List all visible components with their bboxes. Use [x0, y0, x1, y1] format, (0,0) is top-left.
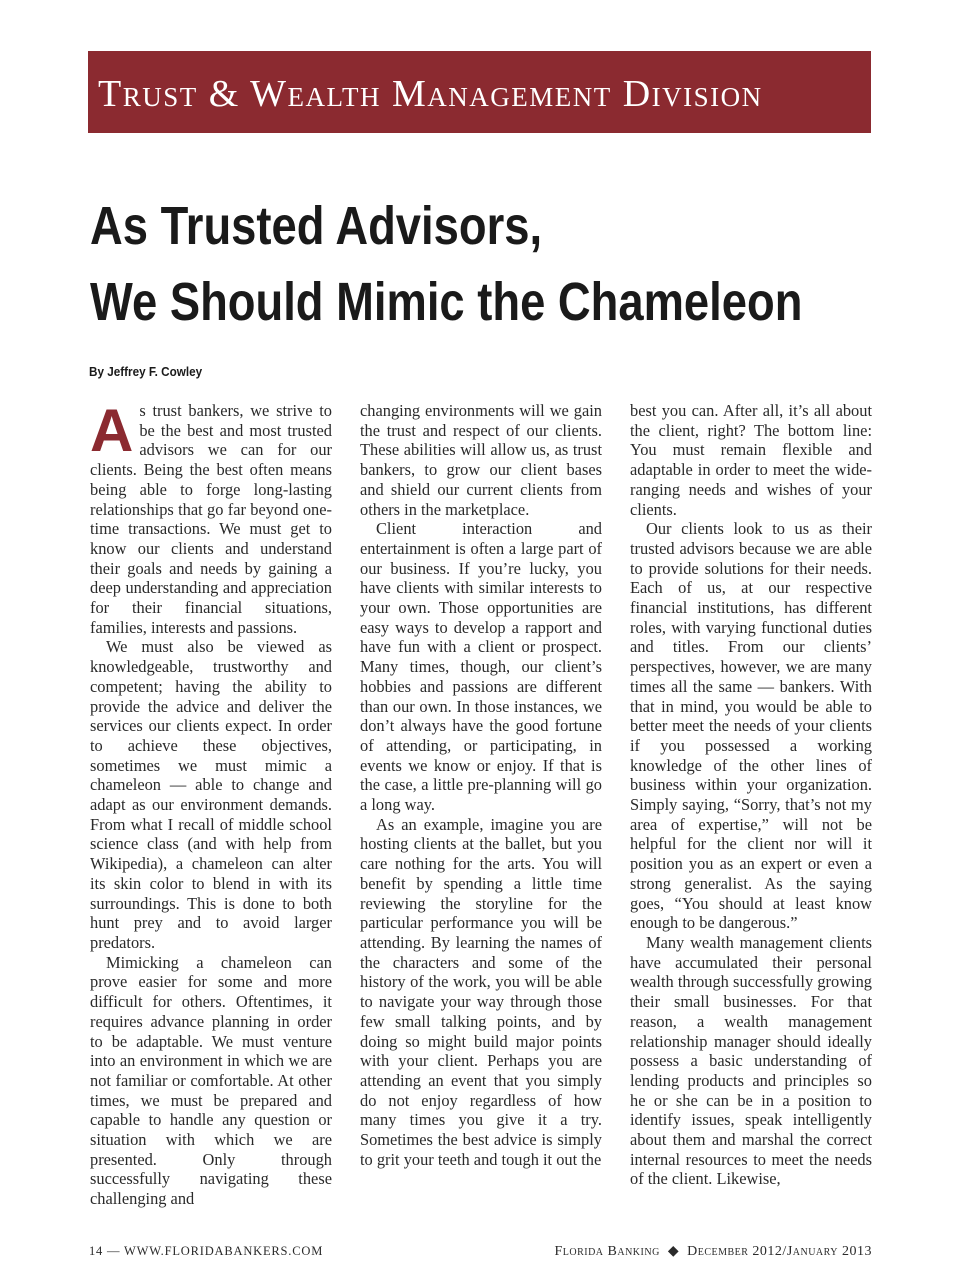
headline-line-1: As Trusted Advisors,	[90, 196, 543, 256]
paragraph: Client interaction and entertainment is often a large part of our business. If you’re lucky, you have clients with similar interests to your own. Those opportunities are easy ways to develop a rapport and have fun with a client or prospect. Many times, though, our client’s hobbies and passions are different than our own. In those instances, we don’t always have the good fortune of attending, or participating, in events we know or enjoy. If that is the case, a little pre-planning will go a long way.	[360, 519, 602, 815]
article-column-1	[90, 401, 332, 1233]
paragraph-text: s trust bankers, we strive to be the best and most trusted advisors we can for our clients. Being the best often means being able to forge long-lasting relationships that go far beyond one-time transactions. We must get to know our clients and understand their goals and needs by gaining a deep understanding and appreciation for their financial situations, families, interests and passions.	[90, 401, 332, 637]
diamond-icon: ◆	[667, 1244, 680, 1259]
footer-page-url: 14 — WWW.FLORIDABANKERS.COM	[89, 1244, 324, 1258]
article-column-2	[360, 401, 602, 1233]
paragraph: Mimicking a chameleon can prove easier for some and more difficult for others. Oftentimes, it requires advance planning in order to be adaptable. We must venture into an environment in which we are not familiar or comfortable. At other times, we must be prepared and capable to handle any question or situation with which we are presented. Only through successfully navigating these challenging and	[90, 952, 332, 1209]
paragraph: Our clients look to us as their trusted advisors because we are able to provide solutions for their needs. Each of us, at our respective financial institutions, has different roles, with varying functional duties and titles. From our clients’ perspectives, however, we are many times all the same — bankers. With that in mind, you would be able to better meet the needs of your clients if you possessed a working knowledge of the other lines of business within your organization. Simply saying, “Sorry, that’s not my area of expertise,” will not be helpful for the client nor will it position you as an expert or even a strong generalist. As the saying goes, “You should at least know enough to be dangerous.”	[630, 519, 872, 933]
paragraph: best you can. After all, it’s all about the client, right? The bottom line: You must remain flexible and adaptable in order to meet the wide-ranging needs and wishes of your clients.	[630, 401, 872, 519]
division-banner	[88, 51, 871, 133]
byline: By Jeffrey F. Cowley	[89, 364, 203, 379]
paragraph: We must also be viewed as knowledgeable, trustworthy and competent; having the ability to provide the advice and deliver the services our clients expect. In order to achieve these objectives, sometimes we must mimic a chameleon — able to change and adapt as our environment demands. From what I recall of middle school science class (and with help from Wikipedia), a chameleon can alter its skin color to blend in with its surroundings. This is done to both hunt prey and to avoid larger predators.	[90, 637, 332, 952]
paragraph	[90, 401, 332, 637]
paragraph: Many wealth management clients have accumulated their personal wealth through successfully growing their small businesses. For that reason, a wealth management relationship manager should ideally possess a basic understanding of lending products and principles so he or she can be in a position to identify issues, speak intelligently about them and marshal the correct internal resources to meet the needs of the client. Likewise,	[630, 932, 872, 1189]
article-headline	[90, 188, 803, 340]
paragraph: changing environments will we gain the trust and respect of our clients. These abilities will allow us, as trust bankers, to grow our client bases and shield our current clients from others in the marketplace.	[360, 401, 602, 519]
publication-name: Florida Banking	[554, 1244, 660, 1259]
paragraph: As an example, imagine you are hosting clients at the ballet, but you care nothing for the arts. You will benefit by spending a little time reviewing the storyline for the particular performance you will be attending. By learning the names of the characters and some of the history of the work, you will be able to navigate your way through those few small talking points, and by doing so might build major points with your client. Perhaps you are attending an event that you simply do not enjoy regardless of how many times you give it a try. Sometimes the best advice is simply to grit your teeth and tough it out the	[360, 814, 602, 1169]
drop-cap: A	[90, 401, 134, 464]
footer-publication-info	[554, 1243, 872, 1260]
article-column-3	[630, 401, 872, 1233]
division-title: Trust & Wealth Management Division	[98, 73, 763, 115]
headline-line-2: We Should Mimic the Chameleon	[90, 272, 803, 332]
issue-date: December 2012/January 2013	[687, 1244, 872, 1259]
